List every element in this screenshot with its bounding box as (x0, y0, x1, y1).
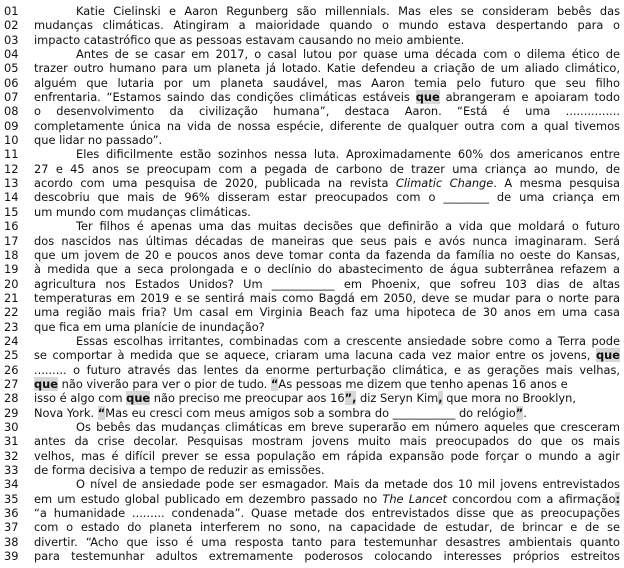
line-text (34, 291, 620, 305)
text-segment: Eles dificilmente estão sozinhos nessa luta. Aproximadamente 60% dos americanos entre (76, 147, 620, 162)
line-number: 26 (4, 362, 19, 377)
line-number: 18 (4, 247, 19, 262)
text-segment: se comportar à medida que se aquece, criaram uma lacuna cada vez maior entre os jovens, (34, 348, 596, 363)
text-segment: não viverão para ver o pior de tudo. (58, 376, 271, 391)
line-text (34, 277, 620, 291)
text-segment: acordo com uma pesquisa de 2020, publicada na revista (34, 176, 396, 191)
line-number: 13 (4, 176, 19, 191)
text-line (4, 477, 620, 491)
highlighted-word: que (596, 348, 620, 363)
line-number: 07 (4, 90, 19, 105)
text-line (4, 205, 620, 219)
line-text (34, 305, 620, 319)
text-segment: não preciso me preocupar aos 16 (150, 391, 345, 406)
text-segment: “a humanidade ......... condenada”. Quase metade dos entrevistados disse que as preocupações (34, 506, 620, 521)
highlighted-word: ” (515, 405, 524, 420)
text-segment: impacto catastrófico que as pessoas estavam causando no meio ambiente. (34, 32, 465, 47)
line-text (34, 219, 620, 233)
text-line (4, 391, 620, 405)
italic-title: Climatic Change (395, 176, 494, 191)
text-segment: 27 e 45 anos se preocupam com a pegada de carbono de trazer uma criança ao mundo, de (34, 161, 620, 176)
text-line (4, 219, 620, 233)
text-line (4, 119, 620, 133)
line-text (34, 234, 620, 248)
line-number: 15 (4, 204, 19, 219)
highlighted-word: que (34, 376, 58, 391)
text-line (4, 434, 620, 448)
text-segment: ......... o futuro através das lentes da enorme perturbação climática, e as gerações mais velhas, (34, 362, 620, 377)
line-number: 34 (4, 477, 19, 492)
text-segment: que lidar no passado”. (34, 133, 163, 148)
line-number: 03 (4, 32, 19, 47)
line-number: 19 (4, 262, 19, 277)
line-text (34, 205, 620, 219)
line-text (34, 363, 620, 377)
line-number: 01 (4, 4, 19, 18)
text-segment: Ter filhos é apenas uma das muitas decisões que definirão a vida que moldará o futuro (76, 219, 620, 234)
text-segment: em um estudo global publicado em dezembro passado no (34, 491, 383, 506)
text-line (4, 520, 620, 534)
document-text (4, 4, 620, 563)
text-line (4, 90, 620, 104)
text-segment: isso é algo com (34, 391, 127, 406)
text-line (4, 320, 620, 334)
italic-title: The Lancet (382, 491, 447, 506)
line-text (34, 176, 620, 190)
text-line (4, 147, 620, 161)
text-segment: Essas escolhas irritantes, combinadas com a crescente ansiedade sobre como a Terra pode (76, 333, 620, 348)
text-line (4, 449, 620, 463)
text-line (4, 549, 620, 563)
line-text (34, 535, 620, 549)
line-number: 38 (4, 534, 19, 549)
line-text (34, 47, 620, 61)
text-segment: uma região mais fria? Um casal em Virginia Beach faz uma hipoteca de 30 anos em uma casa (34, 305, 620, 320)
line-number: 05 (4, 61, 19, 76)
line-number: 08 (4, 104, 19, 119)
line-text (34, 520, 620, 534)
line-text (34, 320, 620, 334)
text-line (4, 162, 620, 176)
text-segment: para testemunhar adultos extremamente poderosos colocando interesses próprios estreitos (34, 549, 620, 564)
line-text (34, 406, 620, 420)
line-text (34, 133, 620, 147)
line-text (34, 348, 620, 362)
line-number: 16 (4, 219, 19, 234)
text-line (4, 76, 620, 90)
line-number: 21 (4, 290, 19, 305)
text-line (4, 61, 620, 75)
text-line (4, 190, 620, 204)
text-segment: temperaturas em 2019 e se sentirá mais como Bagdá em 2050, deve se mudar para o norte para (34, 290, 620, 305)
text-segment: concordou com a afirmação (446, 491, 616, 506)
text-segment: As pessoas me dizem que tenho apenas 16 anos e (278, 376, 568, 391)
text-segment: que um jovem de 20 e poucos anos deve tomar conta da fazenda da família no oeste do Kansas, (34, 247, 620, 262)
text-segment: Katie Cielinski e Aaron Regunberg são millennials. Mas eles se consideram bebês das (76, 4, 620, 18)
text-line (4, 377, 620, 391)
text-segment: agricultura nos Estados Unidos? Um ___________ em Phoenix, que sofreu 103 dias de altas (34, 276, 620, 291)
line-number: 04 (4, 47, 19, 62)
line-text (34, 377, 620, 391)
text-segment: o desenvolvimento da civilização humana”, destaca Aaron. “Está é uma ............... (34, 104, 620, 119)
highlighted-word: que (415, 90, 440, 105)
line-number: 20 (4, 276, 19, 291)
line-number: 33 (4, 463, 19, 477)
line-text (34, 33, 620, 47)
text-line (4, 33, 620, 47)
line-text (34, 506, 620, 520)
text-line (4, 262, 620, 276)
text-line (4, 492, 620, 506)
text-line (4, 133, 620, 147)
highlighted-word: ”, (344, 391, 357, 406)
line-text (34, 90, 620, 104)
text-segment: Mas eu cresci com meus amigos sob a sombra do ___________ do relógio (105, 405, 516, 420)
line-number: 28 (4, 391, 19, 406)
text-segment: à medida que a seca prolongada e o declínio do abastecimento de água subterrânea refazem a (34, 262, 620, 277)
text-segment: diz Seryn Kim (356, 391, 439, 406)
line-text (34, 492, 620, 506)
text-line (4, 47, 620, 61)
line-number: 17 (4, 233, 19, 248)
text-line (4, 248, 620, 262)
text-segment: abrangeram e apoiaram todo (439, 90, 620, 105)
text-segment: divertir. “Acho que isso é uma resposta tanto para testemunhar desastres ambientais quanto (34, 534, 620, 549)
line-text (34, 61, 620, 75)
text-line (4, 305, 620, 319)
line-number: 36 (4, 506, 19, 521)
text-segment: antes da crise decolar. Pesquisas mostram jovens muito mais preocupados do que os mais (34, 434, 620, 449)
line-number: 32 (4, 448, 19, 463)
line-number: 11 (4, 147, 19, 162)
line-text (34, 4, 620, 18)
line-text (34, 248, 620, 262)
line-text (34, 420, 620, 434)
text-line (4, 406, 620, 420)
text-line (4, 506, 620, 520)
text-segment: com o estado do planeta interferem no sono, na capacidade de estudar, de brincar e de se (34, 520, 620, 535)
text-segment: que mora no Brooklyn, (442, 391, 576, 406)
text-line (4, 176, 620, 190)
text-line (4, 363, 620, 377)
text-line (4, 18, 620, 32)
line-number: 35 (4, 491, 19, 506)
line-text (34, 477, 620, 491)
line-number: 02 (4, 18, 19, 33)
line-number: 24 (4, 333, 19, 348)
text-segment: de forma decisiva a tempo de reduzir as emissões. (34, 463, 325, 477)
text-segment: trazer outro humano para um planeta já lotado. Katie defendeu a criação de um aliado climático, (34, 61, 620, 76)
text-line (4, 277, 620, 291)
text-segment: descobriu que mais de 96% disseram estar preocupados com o ________ de uma criança em (34, 190, 620, 205)
text-line (4, 4, 620, 18)
line-number: 39 (4, 549, 19, 564)
highlighted-word: que (126, 391, 151, 406)
highlighted-word: , (438, 391, 443, 406)
line-text (34, 162, 620, 176)
line-text (34, 549, 620, 563)
text-segment: um mundo com mudanças climáticas. (34, 204, 251, 219)
line-number: 10 (4, 133, 19, 148)
line-number: 12 (4, 161, 19, 176)
text-segment: que fica em uma planície de inundação? (34, 319, 265, 334)
text-line (4, 104, 620, 118)
text-line (4, 234, 620, 248)
text-segment: mudanças climáticas. Atingiram a maioridade quando o mundo estava despertando para o (34, 18, 620, 33)
text-segment: . (523, 405, 527, 420)
text-segment: . A mesma pesquisa (493, 176, 620, 191)
text-segment: O nível de ansiedade pode ser esmagador. Mais da metade dos 10 mil jovens entrevistados (76, 477, 620, 492)
line-text (34, 119, 620, 133)
line-text (34, 449, 620, 463)
line-text (34, 262, 620, 276)
line-text (34, 147, 620, 161)
line-text (34, 463, 620, 477)
line-text (34, 190, 620, 204)
line-text (34, 434, 620, 448)
text-segment: enfrentaria. “Estamos saindo das condições climáticas estáveis (34, 90, 416, 105)
text-line (4, 535, 620, 549)
text-segment: alguém que lutaria por um planeta saudável, mas Aaron temia pelo futuro que seu filho (34, 75, 620, 90)
text-line (4, 334, 620, 348)
line-number: 25 (4, 348, 19, 363)
text-line (4, 348, 620, 362)
line-text (34, 334, 620, 348)
text-segment: Os bebês das mudanças climáticas em breve superarão em número aqueles que cresceram (76, 419, 620, 434)
text-segment: completamente única na vida de nossa espécie, diferente de qualquer outra com a qual tivemos (34, 118, 620, 133)
line-number: 22 (4, 305, 19, 320)
line-number: 23 (4, 319, 19, 334)
line-text (34, 104, 620, 118)
highlighted-word: “ (270, 376, 279, 391)
line-text (34, 76, 620, 90)
line-text (34, 391, 620, 405)
text-segment: dos nascidos nas últimas décadas de maneiras que seus pais e avós nunca imaginaram. Será (34, 233, 620, 248)
text-line (4, 463, 620, 477)
text-line (4, 420, 620, 434)
line-number: 09 (4, 118, 19, 133)
highlighted-word: : (615, 491, 620, 506)
line-number: 37 (4, 520, 19, 535)
line-number: 14 (4, 190, 19, 205)
text-segment: Antes de se casar em 2017, o casal lutou por quase uma década com o dilema ético de (76, 47, 620, 62)
line-number: 29 (4, 405, 19, 420)
highlighted-word: “ (97, 405, 106, 420)
text-line (4, 291, 620, 305)
line-number: 06 (4, 75, 19, 90)
line-number: 31 (4, 434, 19, 449)
line-text (34, 18, 620, 32)
text-segment: velhos, mas é difícil prever se essa população em rápida expansão pode forçar o mundo a agir (34, 448, 620, 463)
line-number: 27 (4, 376, 19, 391)
text-segment: Nova York. (34, 405, 98, 420)
line-number: 30 (4, 419, 19, 434)
